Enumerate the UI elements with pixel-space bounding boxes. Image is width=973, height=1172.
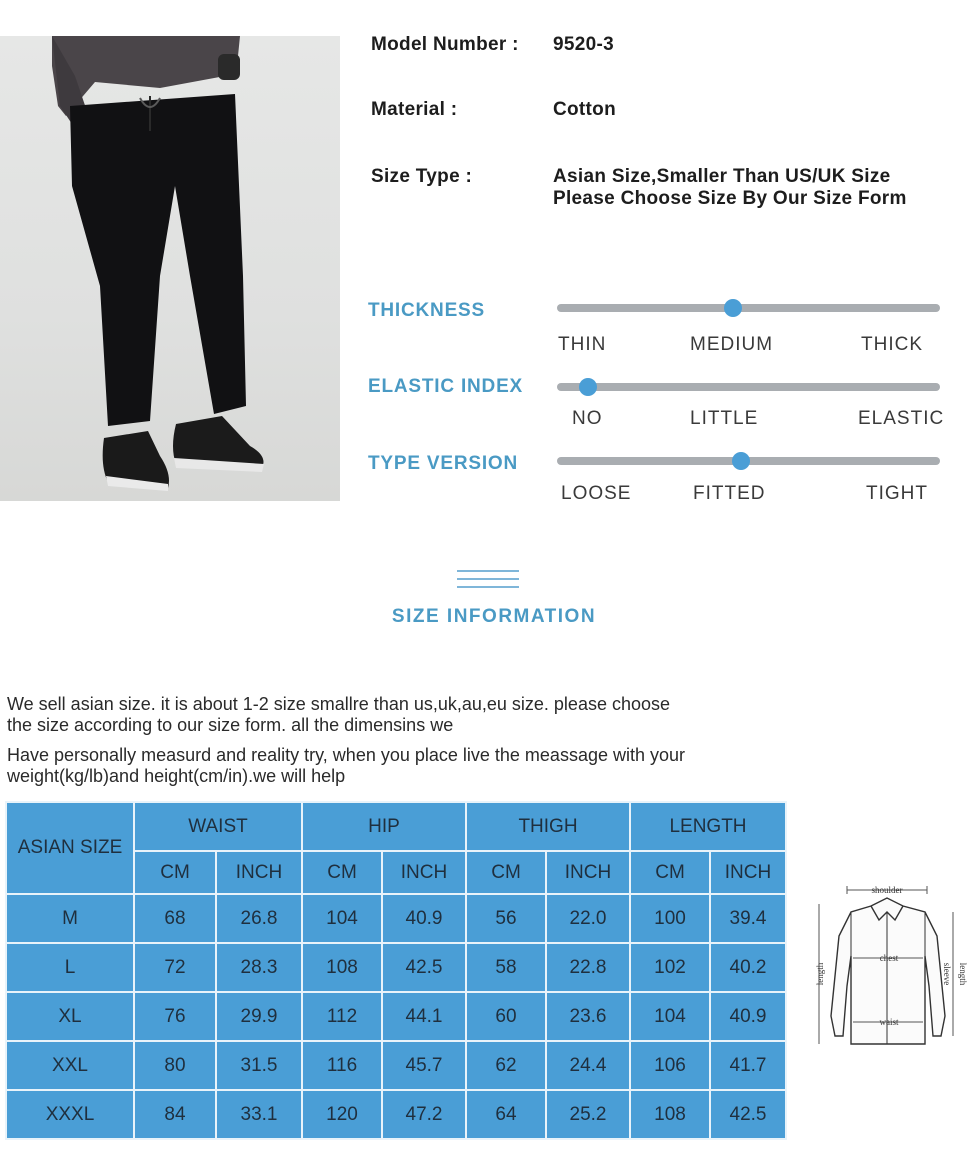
length-header: LENGTH [630,802,786,851]
table-cell: 25.2 [546,1090,630,1139]
table-cell: 22.0 [546,894,630,943]
thickness-tick-high: THICK [861,334,923,355]
table-cell: 104 [302,894,382,943]
table-cell: 108 [630,1090,710,1139]
table-row [6,943,786,992]
table-cell: 58 [466,943,546,992]
model-number-value: 9520-3 [553,34,614,55]
table-cell: 72 [134,943,216,992]
elastic-index-knob [579,378,597,396]
table-cell: 104 [630,992,710,1041]
unit-header: INCH [710,851,786,894]
table-cell: 40.9 [710,992,786,1041]
table-cell: 45.7 [382,1041,466,1090]
material-label: Material : [371,99,458,120]
elastic-index-track [557,383,940,391]
section-title: SIZE INFORMATION [391,606,597,627]
table-cell: 28.3 [216,943,302,992]
size-cell: XXL [6,1041,134,1090]
shirt-measurement-diagram [813,876,968,1061]
table-cell: 68 [134,894,216,943]
table-cell: 80 [134,1041,216,1090]
table-cell: 62 [466,1041,546,1090]
chest-label: chest [879,953,899,963]
table-cell: 56 [466,894,546,943]
size-column-header: ASIAN SIZE [6,802,134,894]
unit-header: CM [466,851,546,894]
product-photo [0,36,340,501]
header-divider-line [457,578,519,580]
note-line-3: Have personally measurd and reality try, when you place live the meassage with your [7,745,686,765]
type-version-track [557,457,940,465]
table-cell: 106 [630,1041,710,1090]
table-cell: 41.7 [710,1041,786,1090]
type-version-label: TYPE VERSION [368,453,519,474]
length-label: length [815,962,825,986]
table-cell: 40.9 [382,894,466,943]
size-type-label: Size Type : [371,166,473,187]
unit-header: INCH [382,851,466,894]
thickness-track [557,304,940,312]
table-cell: 112 [302,992,382,1041]
table-cell: 22.8 [546,943,630,992]
unit-header: CM [302,851,382,894]
unit-header: CM [630,851,710,894]
type-tick-mid: FITTED [693,483,766,504]
table-row [6,1041,786,1090]
table-cell: 39.4 [710,894,786,943]
elastic-tick-high: ELASTIC [858,408,945,429]
size-cell: L [6,943,134,992]
table-cell: 33.1 [216,1090,302,1139]
table-cell: 23.6 [546,992,630,1041]
table-cell: 29.9 [216,992,302,1041]
sleeve-label: sleeve [942,962,952,986]
waist-header: WAIST [134,802,302,851]
unit-header: CM [134,851,216,894]
table-cell: 42.5 [710,1090,786,1139]
header-divider-line [457,570,519,572]
thickness-tick-low: THIN [558,334,607,355]
table-cell: 120 [302,1090,382,1139]
thickness-knob [724,299,742,317]
unit-header: INCH [546,851,630,894]
table-cell: 76 [134,992,216,1041]
thickness-label: THICKNESS [368,300,485,321]
table-cell: 64 [466,1090,546,1139]
table-row [6,894,786,943]
size-cell: XL [6,992,134,1041]
table-cell: 40.2 [710,943,786,992]
material-value: Cotton [553,99,616,120]
shoulder-label: shoulder [871,885,903,895]
thigh-header: THIGH [466,802,630,851]
table-row [6,992,786,1041]
table-cell: 47.2 [382,1090,466,1139]
model-number-label: Model Number : [371,34,519,55]
size-type-value-line2: Please Choose Size By Our Size Form [553,188,907,209]
type-version-knob [732,452,750,470]
size-type-value-line1: Asian Size,Smaller Than US/UK Size [553,166,891,187]
table-cell: 108 [302,943,382,992]
elastic-index-label: ELASTIC INDEX [368,376,524,397]
table-cell: 42.5 [382,943,466,992]
table-cell: 84 [134,1090,216,1139]
note-line-1: We sell asian size. it is about 1-2 size smallre than us,uk,au,eu size. please choose [7,694,671,714]
type-tick-high: TIGHT [866,483,928,504]
table-cell: 31.5 [216,1041,302,1090]
elastic-tick-mid: LITTLE [690,408,759,429]
table-cell: 100 [630,894,710,943]
type-tick-low: LOOSE [561,483,632,504]
unit-header: INCH [216,851,302,894]
table-cell: 26.8 [216,894,302,943]
waist-label: waist [879,1017,899,1027]
note-line-2: the size according to our size form. all the dimensins we [7,715,454,735]
table-cell: 24.4 [546,1041,630,1090]
header-divider-line [457,586,519,588]
size-cell: XXXL [6,1090,134,1139]
note-line-4: weight(kg/lb)and height(cm/in).we will help [7,766,346,786]
size-table [5,801,787,1140]
table-cell: 102 [630,943,710,992]
hip-header: HIP [302,802,466,851]
table-cell: 116 [302,1041,382,1090]
sleeve-length-label: length [958,962,968,986]
elastic-tick-low: NO [572,408,603,429]
table-cell: 60 [466,992,546,1041]
table-cell: 44.1 [382,992,466,1041]
size-cell: M [6,894,134,943]
table-row [6,1090,786,1139]
thickness-tick-mid: MEDIUM [690,334,774,355]
